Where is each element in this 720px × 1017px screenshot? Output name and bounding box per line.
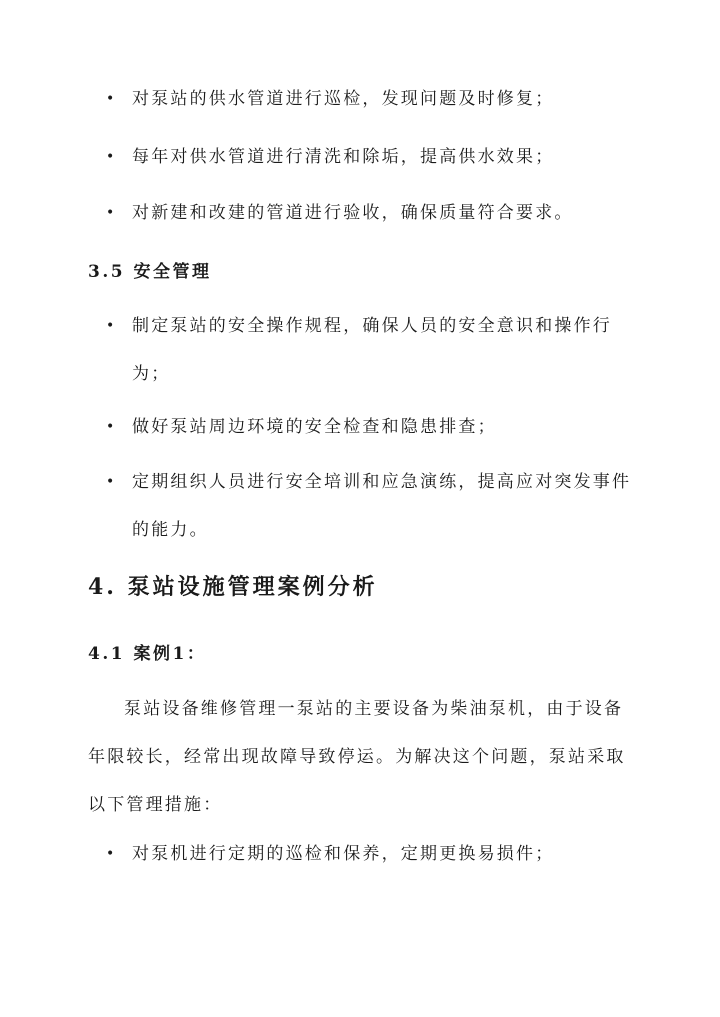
section-heading-4-1: 4.1 案例1： (88, 644, 207, 664)
list-item-text: 定期组织人员进行安全培训和应急演练，提高应对突发事件的能力。 (132, 472, 632, 540)
list-item (106, 458, 636, 554)
list-item-text: 做好泵站周边环境的安全检查和隐患排查； (132, 417, 497, 437)
bullet-icon: • (106, 205, 117, 221)
section-heading-3-5: 3.5 安全管理 (88, 262, 212, 282)
list-item (106, 830, 636, 878)
list-item-text: 对泵站的供水管道进行巡检，发现问题及时修复； (132, 89, 555, 109)
bullet-icon: • (106, 149, 117, 165)
bullet-icon: • (106, 846, 117, 862)
bullet-icon: • (106, 91, 117, 107)
bullet-icon: • (106, 419, 117, 435)
list-item (106, 133, 636, 181)
bullet-icon: • (106, 318, 117, 334)
list-item (106, 302, 636, 398)
list-item-text: 每年对供水管道进行清洗和除垢，提高供水效果； (132, 147, 555, 167)
list-item (106, 189, 636, 237)
list-item (106, 403, 636, 451)
list-item-text: 制定泵站的安全操作规程，确保人员的安全意识和操作行为； (132, 316, 612, 384)
list-item (106, 75, 636, 123)
bullet-icon: • (106, 474, 117, 490)
section-heading-4: 4. 泵站设施管理案例分析 (88, 574, 378, 600)
body-paragraph: 泵站设备维修管理一泵站的主要设备为柴油泵机，由于设备年限较长，经常出现故障导致停运。为解决这个问题，泵站采取以下管理措施： (88, 699, 626, 815)
list-item-text: 对泵机进行定期的巡检和保养，定期更换易损件； (132, 844, 555, 864)
list-item-text: 对新建和改建的管道进行验收，确保质量符合要求。 (132, 203, 574, 223)
